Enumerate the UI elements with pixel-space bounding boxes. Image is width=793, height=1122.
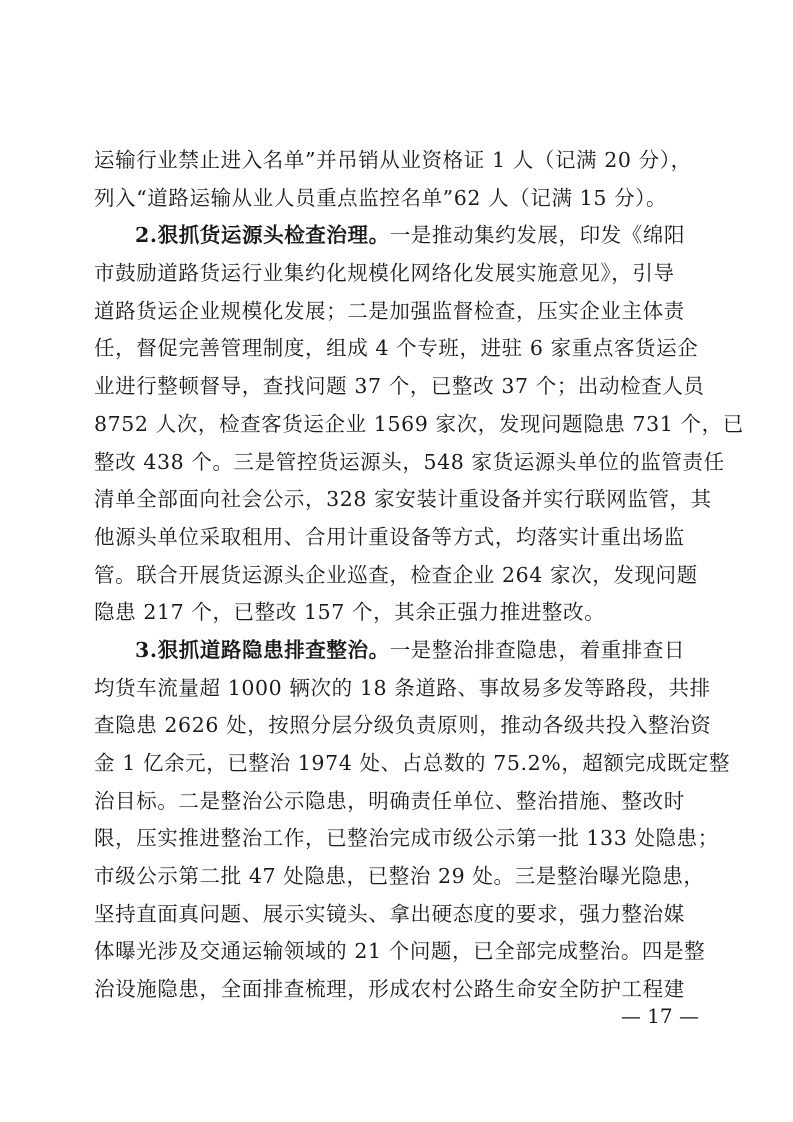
text-line: 金 1 亿余元，已整治 1974 处、占总数的 75.2%，超额完成既定整 (94, 751, 731, 775)
text-line: 业进行整顿督导，查找问题 37 个，已整改 37 个；出动检查人员 (94, 374, 705, 399)
text-line: 管。联合开展货运源头企业巡查，检查企业 264 家次，发现问题 (94, 562, 698, 587)
text-line: 治目标。二是整治公示隐患，明确责任单位、整治措施、整改时 (94, 788, 685, 813)
text-line: 8752 人次，检查客货运企业 1569 家次，发现问题隐患 731 个，已 (94, 411, 744, 436)
section-heading-line (94, 632, 699, 670)
text-line: 列入“道路运输从业人员重点监控名单”62 人（记满 15 分）。 (94, 185, 668, 210)
text-line: 一是推动集约发展，印发《绵阳 (389, 223, 686, 248)
text-line: 体曝光涉及交通运输领域的 21 个问题，已全部完成整治。四是整 (94, 939, 706, 964)
text-line: 他源头单位采取租用、合用计重设备等方式，均落实计重出场监 (94, 524, 685, 549)
text-line: 均货车流量超 1000 辆次的 18 条道路、事故易多发等路段，共排 (94, 675, 711, 700)
text-line: 道路货运企业规模化发展；二是加强监督检查，压实企业主体责 (94, 298, 685, 323)
text-line: 清单全部面向社会公示，328 家安装计重设备并实行联网监管，其 (94, 487, 712, 512)
body-text (94, 142, 744, 1009)
text-line: 整改 438 个。三是管控货运源头，548 家货运源头单位的监管责任 (94, 449, 725, 474)
section-heading: 2.狠抓货运源头检查治理。 (135, 223, 390, 248)
text-line: 查隐患 2626 处，按照分层分级负责原则，推动各级共投入整治资 (94, 713, 712, 738)
section-heading-line (94, 217, 699, 255)
section-heading: 3.狠抓道路隐患排查整治。 (135, 637, 390, 662)
text-line: 限，压实推进整治工作，已整治完成市级公示第一批 133 处隐患； (94, 826, 719, 851)
text-line: 一是整治排查隐患，着重排查日 (389, 637, 686, 662)
text-line: 治设施隐患，全面排查梳理，形成农村公路生命安全防护工程建 (94, 977, 685, 1002)
text-line: 任，督促完善管理制度，组成 4 个专班，进驻 6 家重点客货运企 (94, 336, 699, 361)
text-line: 市鼓励道路货运行业集约化规模化网络化发展实施意见》，引导 (94, 261, 675, 286)
text-line: 运输行业禁止进入名单”并吊销从业资格证 1 人（记满 20 分）， (94, 148, 692, 172)
text-line: 隐患 217 个，已整改 157 个，其余正强力推进整改。 (94, 600, 606, 625)
text-line: 坚持直面真问题、展示实镜头、拿出硬态度的要求，强力整治媒 (94, 901, 685, 926)
page-number: — 17 — (620, 1004, 699, 1028)
text-line: 市级公示第二批 47 处隐患，已整治 29 处。三是整治曝光隐患， (94, 864, 705, 889)
